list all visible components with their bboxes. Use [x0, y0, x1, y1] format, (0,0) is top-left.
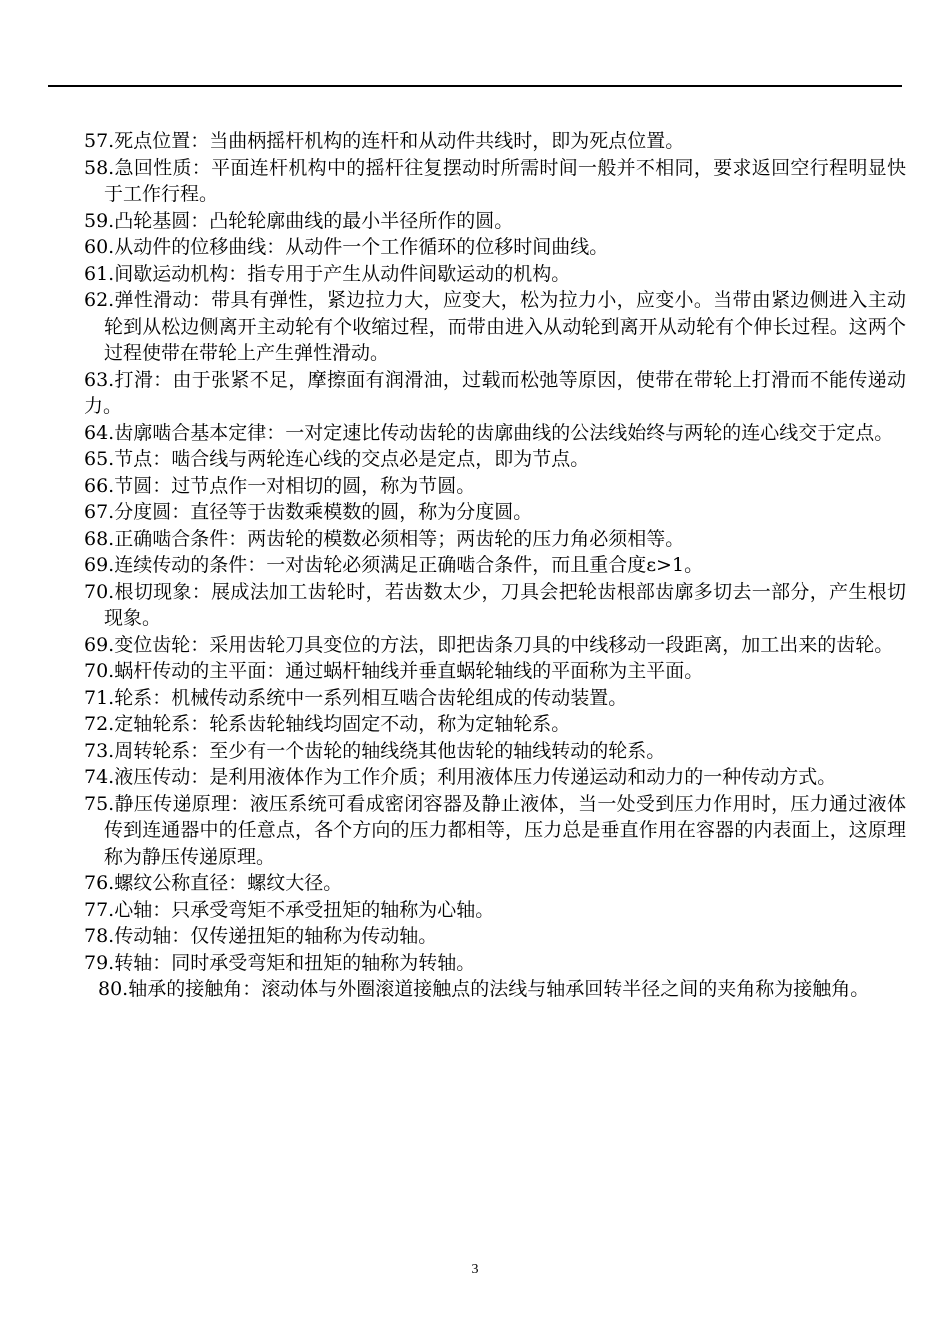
definition-list	[84, 128, 906, 1003]
list-item: 66.节圆：过节点作一对相切的圆，称为节圆。	[84, 474, 476, 497]
header-rule	[48, 85, 902, 87]
list-item: 59.凸轮基圆：凸轮轮廓曲线的最小半径所作的圆。	[84, 209, 514, 232]
list-item: 65.节点：啮合线与两轮连心线的交点必是定点，即为节点。	[84, 448, 590, 470]
list-item: 78.传动轴：仅传递扭矩的轴称为传动轴。	[84, 925, 438, 947]
page-number: 3	[471, 1262, 479, 1277]
list-item: 77.心轴：只承受弯矩不承受扭矩的轴称为心轴。	[84, 898, 495, 921]
list-item: 69.连续传动的条件：一对齿轮必须满足正确啮合条件，而且重合度ε>1。	[84, 554, 704, 576]
list-item: 57.死点位置：当曲柄摇杆机构的连杆和从动件共线时，即为死点位置。	[84, 130, 685, 152]
list-item: 67.分度圆：直径等于齿数乘模数的圆，称为分度圆。	[84, 501, 533, 523]
list-item: 75.静压传递原理：液压系统可看成密闭容器及静止液体，当一处受到压力作用时，压力通过液体传到连通器中的任意点，各个方向的压力都相等，压力总是垂直作用在容器的内表面上，这原理称为静压传递原理。	[84, 792, 906, 868]
list-item: 71.轮系：机械传动系统中一系列相互啮合齿轮组成的传动装置。	[84, 686, 628, 709]
list-item: 70.根切现象：展成法加工齿轮时，若齿数太少，刀具会把轮齿根部齿廓多切去一部分，产生根切现象。	[84, 580, 906, 629]
list-item: 74.液压传动：是利用液体作为工作介质；利用液体压力传递运动和动力的一种传动方式。	[84, 766, 837, 788]
list-item: 80.轴承的接触角：滚动体与外圈滚道接触点的法线与轴承回转半径之间的夹角称为接触角。	[98, 978, 870, 1000]
list-item: 62.弹性滑动：带具有弹性，紧边拉力大，应变大，松为拉力小，应变小。当带由紧边侧进入主动轮到从松边侧离开主动轮有个收缩过程，而带由进入从动轮到离开从动轮有个伸长过程。这两个过程使带在带轮上产生弹性滑动。	[84, 289, 906, 364]
list-item: 76.螺纹公称直径：螺纹大径。	[84, 872, 343, 894]
list-item: 72.定轴轮系：轮系齿轮轴线均固定不动，称为定轴轮系。	[84, 713, 571, 735]
list-item: 73.周转轮系：至少有一个齿轮的轴线绕其他齿轮的轴线转动的轮系。	[84, 739, 666, 762]
list-item: 79.转轴：同时承受弯矩和扭矩的轴称为转轴。	[84, 951, 476, 974]
list-item: 68.正确啮合条件：两齿轮的模数必须相等；两齿轮的压力角必须相等。	[84, 527, 685, 550]
list-item: 64.齿廓啮合基本定律：一对定速比传动齿轮的齿廓曲线的公法线始终与两轮的连心线交于定点。	[84, 421, 894, 444]
list-item: 61.间歇运动机构：指专用于产生从动件间歇运动的机构。	[84, 262, 571, 285]
list-item: 69.变位齿轮：采用齿轮刀具变位的方法，即把齿条刀具的中线移动一段距离，加工出来的齿轮。	[84, 633, 894, 656]
list-item: 63.打滑：由于张紧不足，摩擦面有润滑油，过载而松弛等原因，使带在带轮上打滑而不能传递动力。	[84, 368, 906, 417]
list-item: 70.蜗杆传动的主平面：通过蜗杆轴线并垂直蜗轮轴线的平面称为主平面。	[84, 660, 704, 682]
list-item: 58.急回性质：平面连杆机构中的摇杆往复摆动时所需时间一般并不相同，要求返回空行程明显快于工作行程。	[84, 156, 906, 205]
list-item: 60.从动件的位移曲线：从动件一个工作循环的位移时间曲线。	[84, 236, 609, 258]
